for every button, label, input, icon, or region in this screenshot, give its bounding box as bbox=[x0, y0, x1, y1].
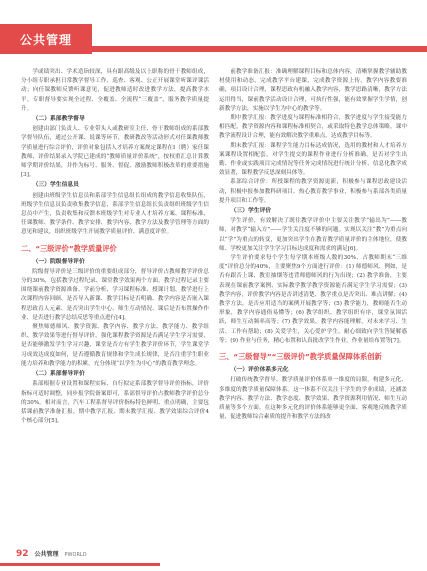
header-rule bbox=[0, 46, 427, 52]
page-footer bbox=[16, 549, 87, 559]
left-column bbox=[21, 68, 209, 426]
section-heading: 三、“三级督导”“三级评价”教学质量保障体系创新 bbox=[219, 352, 382, 362]
footer-bar bbox=[0, 563, 160, 566]
journal-name: 公共管理 bbox=[34, 551, 59, 558]
right-column bbox=[219, 68, 407, 422]
body-paragraph: 学或绩突出、学术造诣较深，具有跟高级及以上职称的骨干教师组成，分小组专职承担日常教学督导工作、巡查、客观、公正开展课堂听课评课活动；向任课教师反馈听课意见，促进教师适时改进教学方法，提高教学水平。专职督导要实现全过程、全覆盖、全流程“三覆盖”，服务教学质量提升。 bbox=[21, 69, 209, 112]
body-paragraph: 聚焦师德师风、教学资源、教学内容、教学方法、教学能力、教学组织、教学效果等进行督导评价，强化课程教学资源是否满足学生学习需要，是否能够激发学生学习兴趣，课堂是否方有学生教学评价环节，学生课堂学习成效达成度如何，是否遵循教育规律和学生成长规律，是否注重学生职业能力培养和教学能力的积累，充分体现“以学生为中心”的教育教学理念。 bbox=[21, 324, 209, 367]
body-paragraph: 系部根据专业设置和课程实际，自行拟定系部教学督导评价指标，评价指标可适时调整，同步报学院备案即可，系部督导评价占教师教学评价总分的30%。相对而言，汽车工程系督导评价指标特色鲜明、重点明确，主要包括课前教学准备汇报、期中教学汇报、期末教学汇报、教学效果综合评价4个核心部分[5]。 bbox=[21, 381, 209, 425]
body-paragraph: 学生评价要求每个学生每学期本班级人数的30%，占教师期末“三维度”评价总分的40%，主要聚焦9个方面进行评价：(1) 师德师风、例如，是否有跟否上课、教室抽烟等违背师德师风的行为出现；(2) 教学准备，主要表现在课前教学案例、实际教学教学教学资源能否满足学生学习需要；(3) 教学内容，评价教学内容是否讲述清楚、教学重点是否突出、难点讲解；(4) 教学方法，是否应用适当的案例开展教学等；(5) 教学能力，教师能否生动形象，教学内容通俗易懂等；(6) 教学组织，教学组织有序，课堂氛围活跃，师生互动频率高等；(7) 教学效果，教学内容能理解，对未来学习、生活、工作有帮助；(8) 关爱学生，关心爱护学生，耐心细致向学生答疑解惑等；(9) 作业与任务，精心布置和认真批改学生作业，作业量给布置等[7]。 bbox=[219, 255, 407, 344]
column-label-tab: 公共管理 bbox=[0, 24, 92, 54]
body-paragraph: 院级督导评价是三级评价的重要组成部分，督导评价占教师教学评价总分的30%，包括教学过程纪录、课堂教学效果两个方面。教学过程记录主要围绕课前教学资源准备、学前分析、学习课程标准、授课计划、教学进行上次课程内容回顾、是否导入新课、教学目标是否明确、教学内容是否嵌入课程思政育人元素、是否突出学生中心、师生互动情况、课后是否布置操作作业、是否进行教学总结反思等重点进行[4]。 bbox=[21, 268, 209, 321]
journal-name-en: PWORLD bbox=[64, 552, 87, 558]
subsection-heading: （三）学生评价 bbox=[230, 208, 272, 215]
body-paragraph: 期中教学汇报：教学进度与课程标准相符合，教学进度与学生接受能力相匹配，教学资源内容和课程标准相契合，或采取特色教学总体策略，课中教学流程设计合理，能有效解决教学重难点，达成教学目标等。 bbox=[219, 115, 407, 140]
body-paragraph: 系部综合评价：所授课程的教学资源更新，积极参与课程思政建设活动，积极申报参加教科研项目，热心教育教学事业，积极参与系部各类质量提升项目和工作等。 bbox=[219, 179, 407, 204]
body-paragraph: 学生评价，有效解决了既往教学评价中主要关注教学“输出为”——教师，对教学“输入方”——学生关注度不够的问题。实现以关注“教”为重点向以“学”为重点的转变，更加突出学生在教育教学质量评价的主体地位，使教师、学校更加关注学生学习目标达成度和需求的满足[6]。 bbox=[219, 218, 407, 252]
subsection-heading: （三）学生信息员 bbox=[32, 182, 79, 189]
subsection-heading: （一）院级督导评价 bbox=[32, 258, 85, 265]
subsection-heading: （二）系部督导评价 bbox=[32, 371, 85, 378]
body-paragraph: 期末教学汇报：课程学生能力目标达成情况，选用的教材和人才培养方案课程设置相配套，对学生提交的课程作业进行分析准确，是否对学生出勤、作业或实践项目完成情况等任务完成情况进行统计分析、信息化教学成效显著，课程教学反思深刻具体等。 bbox=[219, 142, 407, 177]
body-paragraph: 打破传统教学督导、教学质量评价体系单一维度的局限，构建多元化、多维度的教学质量保障体系。这一体系不仅关注于学生的学业成绩，还涵盖教学内容、教学方法、教学态度、教学效果、教学资源利用情况、师生互动质量等多个方面。在这种多元化的评价体系能够更全面、客观地反映教学质量，促进教师综合素质的提升和教学方法的改 bbox=[219, 377, 407, 421]
page-number: 92 bbox=[16, 549, 29, 559]
section-heading: 二、“三级评价”教学质量评价 bbox=[21, 243, 117, 253]
body-paragraph: 创建由班级学生信息员和系部学生信息组长组成的教学信息收集队伍，班级学生信息员负责收集教学信息，系部学生信息组长负责组织班级学生信息员中产生，负责收集和反馈本班级学生对专业人才培养方案、课程标准、任课教师、教学条件、教学安排、教学内容、教学方法及教学管理等方面的意见和建议，组织班级学生开展教学质量评价、满意度评价。 bbox=[21, 192, 209, 236]
body-paragraph: 前教学准备汇报：准确理解课程目标和总体内容，清晰掌握教学辅助教材使用和动态，完成教学平台建课，完成教学资源上传，教学内容教要准确，项目设计合理，课程思政有机融入教学内容，教学思路清晰，教学方法运用得当，课前教学活动设计合理，可执行性强，能有效掌握学生学情，创新教学方法，实施以学生为中心的教学等。 bbox=[219, 69, 407, 112]
subsection-heading: （二）系部教学督导 bbox=[32, 116, 85, 123]
body-paragraph: 创建由部门负责人、专业带头人或教研室主任、骨干教师组成的系部教学督导队伍，通过公开课、说课等环节，教研教改等活动形式对任课教师教学质量进行综合评价，评价对象包括人才培养方案规定课程在Ⅰ（聘）家任课教师，评价结果录入学院已建成的“教师质量评价系统”，按权重汇总计算教师学期评价结果，并作为标号、服务、督促、激励教师积极改革的重要措施[3]。 bbox=[21, 126, 209, 179]
subsection-heading: （一）评价体系多元化 bbox=[230, 367, 289, 374]
